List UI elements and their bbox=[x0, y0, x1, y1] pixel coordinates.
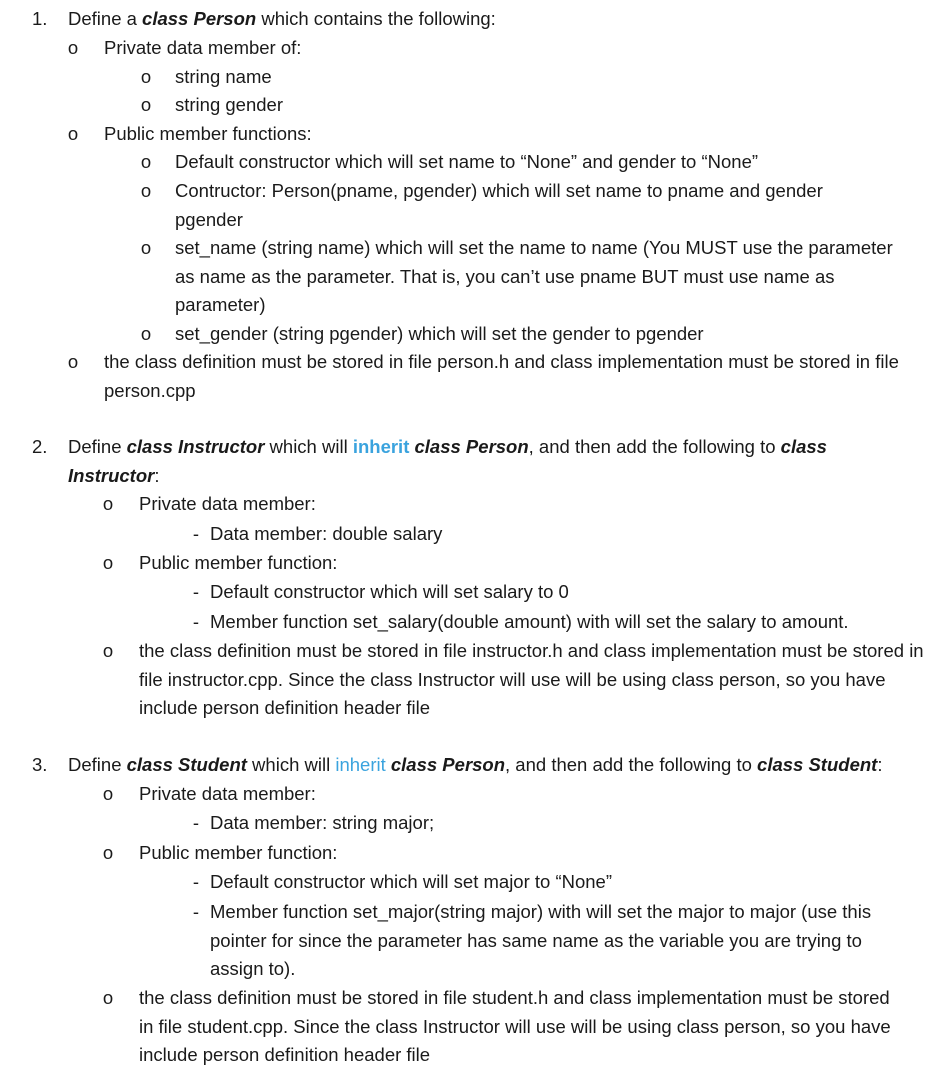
section-2-intro: Define class Instructor which will inherit class Person, and then add the following to class Instructor: bbox=[68, 436, 827, 486]
section-3-item-2-sub-1: Default constructor which will set major to “None” bbox=[210, 871, 613, 892]
dash-icon: - bbox=[192, 581, 200, 602]
section-2-item-1: Private data member: bbox=[139, 493, 316, 514]
dash-icon: - bbox=[192, 871, 200, 892]
bullet-icon: o bbox=[102, 987, 114, 1008]
bullet-icon: o bbox=[102, 842, 114, 863]
dash-icon: - bbox=[192, 901, 200, 922]
section-1-item-1-sub-2: string gender bbox=[175, 94, 283, 115]
inherit-link[interactable]: inherit bbox=[335, 754, 386, 775]
section-1-number: 1. bbox=[32, 8, 48, 29]
section-3-intro: Define class Student which will inherit class Person, and then add the following to class Student: bbox=[68, 754, 883, 775]
section-1-intro: Define a class Person which contains the following: bbox=[68, 8, 496, 29]
section-3-number: 3. bbox=[32, 754, 48, 775]
bullet-icon: o bbox=[67, 351, 79, 372]
section-1-item-1: Private data member of: bbox=[104, 37, 302, 58]
bullet-icon: o bbox=[140, 180, 152, 201]
bullet-icon: o bbox=[102, 552, 114, 573]
bullet-icon: o bbox=[102, 493, 114, 514]
bullet-icon: o bbox=[67, 123, 79, 144]
bullet-icon: o bbox=[140, 323, 152, 344]
bullet-icon: o bbox=[102, 640, 114, 661]
section-2-item-2-sub-2: Member function set_salary(double amount) with will set the salary to amount. bbox=[210, 611, 849, 632]
section-1-item-2-sub-1: Default constructor which will set name to “None” and gender to “None” bbox=[175, 151, 759, 172]
bullet-icon: o bbox=[67, 37, 79, 58]
inherit-link[interactable]: inherit bbox=[352, 436, 410, 457]
section-2-item-2: Public member function: bbox=[139, 552, 338, 573]
bullet-icon: o bbox=[140, 94, 152, 115]
section-1-item-1-sub-1: string name bbox=[175, 66, 272, 87]
section-1-item-3: the class definition must be stored in file person.h and class implementation must be stored in file person.cpp bbox=[104, 351, 899, 401]
section-1-item-2: Public member functions: bbox=[104, 123, 312, 144]
dash-icon: - bbox=[192, 812, 200, 833]
section-1-item-2-sub-3: set_name (string name) which will set the name to name (You MUST use the parameter as name as the parameter. That is, you can’t use pname BUT must use name as parameter) bbox=[175, 237, 893, 315]
section-3-item-1: Private data member: bbox=[139, 783, 316, 804]
section-2-item-2-sub-1: Default constructor which will set salary to 0 bbox=[210, 581, 569, 602]
dash-icon: - bbox=[192, 523, 200, 544]
section-3-item-1-sub-1: Data member: string major; bbox=[210, 812, 435, 833]
section-1-item-2-sub-4: set_gender (string pgender) which will set the gender to pgender bbox=[175, 323, 704, 344]
section-2-item-1-sub-1: Data member: double salary bbox=[210, 523, 443, 544]
section-3-item-2-sub-2: Member function set_major(string major) with will set the major to major (use this pointer for since the parameter has same name as the variable you are trying to assign to). bbox=[210, 901, 872, 979]
bullet-icon: o bbox=[140, 151, 152, 172]
section-2-item-3: the class definition must be stored in file instructor.h and class implementation must be stored in file instructor.cpp. Since the class Instructor will use will be using class person, so you have include person definition header file bbox=[139, 640, 924, 718]
section-3-item-3: the class definition must be stored in file student.h and class implementation must be stored in file student.cpp. Since the class Instructor will use will be using class person, so you have include person definition header file bbox=[139, 987, 891, 1065]
section-3-item-2: Public member function: bbox=[139, 842, 338, 863]
bullet-icon: o bbox=[102, 783, 114, 804]
bullet-icon: o bbox=[140, 66, 152, 87]
section-1-item-2-sub-2: Contructor: Person(pname, pgender) which will set name to pname and gender pgender bbox=[175, 180, 823, 230]
section-2-number: 2. bbox=[32, 436, 48, 457]
bullet-icon: o bbox=[140, 237, 152, 258]
dash-icon: - bbox=[192, 611, 200, 632]
